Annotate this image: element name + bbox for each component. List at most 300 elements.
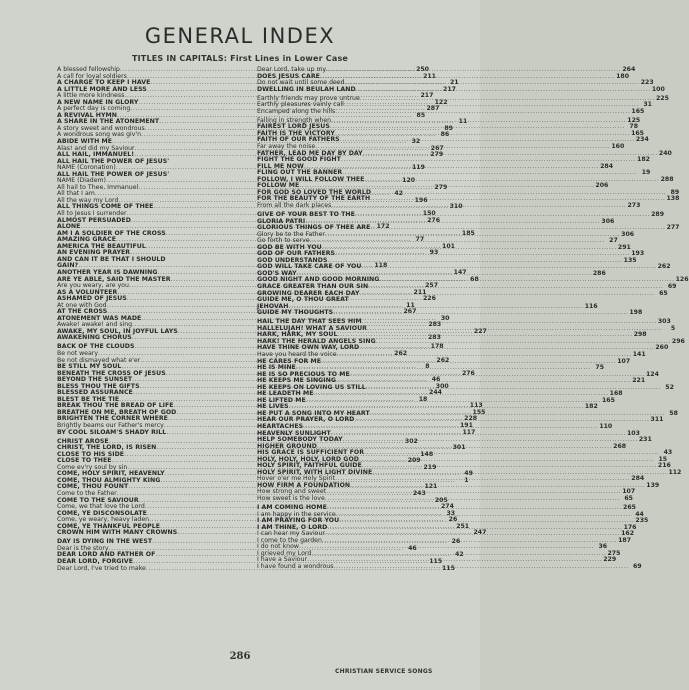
entry-title: FAITH OF OUR FATHERS xyxy=(257,136,340,144)
entry-title: BEYOND THE SUNSET xyxy=(57,376,133,384)
entry-title: HE PUT A SONG INTO MY HEART xyxy=(257,409,370,417)
entry-page-number: 93 xyxy=(429,249,439,257)
entry-page-number: 21 xyxy=(449,79,459,87)
entry-page-number: 100 xyxy=(651,85,665,93)
entry-title: Be not dismayed what e'er xyxy=(57,356,141,364)
entry-title: HARK! THE HERALD ANGELS SING xyxy=(257,337,376,345)
entry-page-number: 139 xyxy=(646,481,660,489)
entry-title: ALL HAIL, IMMANUEL! xyxy=(57,151,135,159)
entry-title: GOD UNDERSTANDS xyxy=(257,256,328,264)
entry-title: I do not know xyxy=(257,543,299,551)
entry-page-number: 27 xyxy=(609,237,618,245)
entry-title: ALMOST PERSUADED xyxy=(57,216,131,224)
entry-title: GOD'S WAY xyxy=(257,269,297,277)
entry-page-number: 26 xyxy=(451,538,461,546)
entry-title: HOW FIRM A FOUNDATION xyxy=(257,481,351,489)
entry-title: DOES JESUS CARE xyxy=(257,72,320,80)
entry-page-number: 291 xyxy=(617,243,631,251)
entry-title: HE LEADETH ME xyxy=(257,390,314,398)
entry-title: Be not weary xyxy=(57,350,98,358)
entry-title: All that I am xyxy=(57,190,95,198)
entry-page-number: 32 xyxy=(411,138,421,146)
entry-title: GOOD NIGHT AND GOOD MORNING xyxy=(257,276,380,284)
entry-title: CROWN HIM WITH MANY CROWNS xyxy=(57,529,178,537)
entry-page-number: 198 xyxy=(629,309,643,317)
entry-page-number: 125 xyxy=(627,116,641,124)
entry-page-number: 300 xyxy=(435,382,449,390)
entry-page-number: 182 xyxy=(637,156,650,164)
entry-page-number: 52 xyxy=(665,383,674,391)
entry-title: GIVE OF YOUR BEST TO THE xyxy=(257,210,355,218)
entry-page-number: 250 xyxy=(416,66,429,73)
entry-page-number: 78 xyxy=(629,123,639,131)
entry-title: Brightly beams our Father's mercy xyxy=(57,422,164,430)
entry-page-number: 274 xyxy=(440,503,454,511)
entry-page-number: 155 xyxy=(472,408,486,416)
entry-page-number: 107 xyxy=(617,357,631,365)
entry-title: CLOSE TO THEE xyxy=(57,457,112,465)
entry-page-number: 69 xyxy=(633,562,642,570)
entry-title: A wondrous song was giv'n xyxy=(57,131,141,139)
entry-page-number: 46 xyxy=(431,376,441,384)
entry-title: AWAKE, MY SOUL, IN JOYFUL LAYS xyxy=(57,327,178,335)
entry-title: HOLY SPIRIT, FAITHFUL GUIDE xyxy=(257,462,362,470)
entry-title: A LITTLE MORE AND LESS xyxy=(57,85,147,93)
entry-page-number: 229 xyxy=(603,556,617,564)
entry-title: DEAR LORD AND FATHER OF xyxy=(57,551,156,559)
entry-page-number: 43 xyxy=(663,449,673,457)
entry-page-number: 150 xyxy=(422,210,436,218)
entry-title: FAIREST LORD JESUS xyxy=(257,123,330,131)
entry-page-number: 234 xyxy=(635,136,649,144)
entry-title: ALL HAIL THE POWER OF JESUS' xyxy=(57,170,170,178)
entry-page-number: 277 xyxy=(666,224,680,232)
entry-page-number: 160 xyxy=(611,143,625,151)
entry-title: GLORIOUS THINGS OF THEE ARE xyxy=(257,224,371,232)
entry-page-number: 196 xyxy=(414,196,428,204)
entry-title: HE CARES FOR ME xyxy=(257,357,322,365)
entry-page-number: 182 xyxy=(584,403,598,411)
entry-page-number: 30 xyxy=(440,314,450,322)
entry-title: I AM COMING HOME xyxy=(257,504,327,512)
entry-page-number: 36 xyxy=(598,543,608,551)
entry-page-number: 273 xyxy=(627,201,641,209)
leader-dots xyxy=(360,288,655,298)
entry-page-number: 303 xyxy=(657,318,671,326)
entry-title: Awake! awake! and sing xyxy=(57,321,133,329)
entry-page-number: 301 xyxy=(452,444,466,452)
entry-page-number: 165 xyxy=(631,129,644,137)
entry-page-number: 223 xyxy=(640,79,654,87)
entry-title: DEAR LORD, FORGIVE xyxy=(57,557,134,565)
entry-title: A SHARE IN THE ATONEMENT xyxy=(57,118,160,126)
entry-page-number: 65 xyxy=(624,495,633,502)
entry-title: Dear is the story xyxy=(57,544,109,552)
entry-page-number: 267 xyxy=(403,308,417,316)
entry-title: GOD OF OUR FATHERS xyxy=(257,250,336,258)
entry-title: AN EVENING PRAYER xyxy=(57,249,131,257)
entry-title: FLING OUT THE BANNER xyxy=(257,169,343,177)
entry-page-number: 264 xyxy=(622,66,636,73)
entry-page-number: 306 xyxy=(621,230,635,238)
entry-page-number: 75 xyxy=(595,364,605,372)
entry-title: ATONEMENT WAS MADE xyxy=(57,314,142,322)
entry-title: A perfect day is coming xyxy=(57,105,131,113)
entry-page-number: 101 xyxy=(442,242,455,250)
entry-title: Falling in strength when xyxy=(257,116,332,124)
entry-page-number: 68 xyxy=(470,275,479,283)
entry-page-number: 77 xyxy=(415,236,425,244)
entry-title: Have you heard the voice xyxy=(257,350,337,358)
entry-title: Come, ye weary, heavy laden xyxy=(57,516,150,524)
entry-title: HE LIVES xyxy=(257,403,289,411)
entry-title: FIGHT THE GOOD FIGHT xyxy=(257,156,341,164)
entry-page-number: 216 xyxy=(657,462,671,470)
entry-page-number: 311 xyxy=(650,416,664,424)
entry-title: How sweet is the love xyxy=(257,495,325,502)
entry-page-number: 33 xyxy=(446,509,456,517)
entry-title: HAIL THE DAY THAT SEES HIM xyxy=(257,318,362,326)
entry-page-number: 168 xyxy=(609,390,623,398)
entry-title: HE KEEPS ME SINGING xyxy=(257,377,337,385)
entry-title: HEAVENLY SUNLIGHT xyxy=(257,429,331,437)
entry-title: GUIDE MY THOUGHTS xyxy=(257,309,334,317)
entry-page-number: 42 xyxy=(454,551,464,559)
entry-page-number: 287 xyxy=(426,105,440,113)
entry-title: JEHOVAH xyxy=(257,302,289,310)
entry-title: CHRIST AROSE xyxy=(57,437,109,445)
entry-page-number: 15 xyxy=(658,455,668,463)
entry-page-number: 148 xyxy=(420,450,434,458)
entry-page-number: 217 xyxy=(443,85,456,93)
entry-title: Go forth to serve xyxy=(257,237,310,245)
entry-title: I can hear my Saviour xyxy=(257,530,325,538)
entry-title: DWELLING IN BEULAH LAND xyxy=(257,85,356,93)
entry-page-number: 219 xyxy=(423,463,437,471)
index-entry xyxy=(257,107,645,116)
entry-page-number: 191 xyxy=(459,422,473,430)
entry-page-number: 89 xyxy=(444,124,453,132)
entry-page-number: 209 xyxy=(407,457,421,465)
entry-page-number: 107 xyxy=(622,488,636,496)
entry-title: HIS GRACE IS SUFFICIENT FOR xyxy=(257,449,365,457)
entry-title: Come ev'ry soul by sin xyxy=(57,463,128,471)
entry-title: BRIGHTEN THE CORNER WHERE xyxy=(57,415,168,423)
leader-dots xyxy=(335,109,630,116)
leader-dots xyxy=(333,310,628,317)
entry-title: Dear Lord, take up my xyxy=(257,66,327,73)
entry-page-number: 42 xyxy=(394,190,403,198)
entry-page-number: 165 xyxy=(601,396,615,404)
entry-title: GUIDE ME, O THOU GREAT xyxy=(257,296,349,304)
entry-page-number: 185 xyxy=(461,229,475,237)
entry-title: HEARTACHES xyxy=(257,422,304,430)
entry-title: ALL HAIL THE POWER OF JESUS' xyxy=(57,157,170,165)
entry-title: HELP SOMEBODY TODAY xyxy=(257,436,343,444)
entry-title: Hover o'er me Holy Spirit xyxy=(257,475,336,483)
entry-page-number: 65 xyxy=(659,289,668,297)
entry-title: HE IS SO PRECIOUS TO ME xyxy=(257,370,350,378)
entry-title: FOLLOW ME xyxy=(257,182,300,190)
leader-dots xyxy=(333,564,628,571)
entry-title: COME, THOU ALMIGHTY KING xyxy=(57,476,161,484)
entry-title: HIGHER GROUND xyxy=(257,442,317,450)
page-subtitle: TITLES IN CAPITALS: First Lines in Lower Case xyxy=(131,54,349,63)
entry-title: COME TO THE SAVIOUR xyxy=(57,496,139,504)
entry-title: Encamped along the hills xyxy=(257,107,336,115)
entry-title: I have a Saviour xyxy=(257,556,308,564)
entry-title: How strong and sweet xyxy=(257,488,327,496)
entry-page-number: 69 xyxy=(667,283,677,290)
entry-page-number: 262 xyxy=(436,356,450,364)
entry-title: BE STILL MY SOUL xyxy=(57,363,122,371)
entry-page-number: 115 xyxy=(429,557,443,565)
entry-page-number: 121 xyxy=(424,483,438,491)
entry-page-number: 44 xyxy=(635,510,644,518)
entry-title: I am happy in the service xyxy=(257,510,336,518)
leader-dots xyxy=(325,496,620,503)
entry-page-number: 58 xyxy=(669,409,678,417)
entry-page-number: 276 xyxy=(461,369,475,377)
entry-page-number: 126 xyxy=(675,276,689,284)
entry-page-number: 262 xyxy=(657,263,671,271)
entry-page-number: 306 xyxy=(601,217,615,225)
entry-page-number: 262 xyxy=(394,350,408,358)
entry-page-number: 187 xyxy=(618,536,631,544)
page-number: 286 xyxy=(229,651,251,662)
entry-title: FATHER, LEAD ME DAY BY DAY xyxy=(257,149,363,157)
entry-title: I grieved my Lord xyxy=(257,549,312,557)
entry-page-number: 289 xyxy=(651,210,664,218)
entry-page-number: 141 xyxy=(632,350,646,358)
book-title: CHRISTIAN SERVICE SONGS xyxy=(335,668,433,675)
entry-page-number: 138 xyxy=(666,195,680,203)
entry-page-number: 116 xyxy=(584,302,598,310)
entry-page-number: 276 xyxy=(427,216,440,224)
entry-page-number: 1 xyxy=(464,476,469,484)
entry-page-number: 231 xyxy=(638,436,652,444)
entry-title: FILL ME NOW xyxy=(257,162,304,170)
entry-title: NAME (Coronation) xyxy=(57,164,116,172)
index-entry xyxy=(257,309,643,317)
entry-title: A story sweet and wondrous xyxy=(57,124,145,132)
entry-page-number: 265 xyxy=(623,504,636,512)
entry-page-number: 205 xyxy=(434,496,448,504)
entry-page-number: 228 xyxy=(464,415,478,423)
entry-page-number: 49 xyxy=(464,470,473,478)
entry-title: BY COOL SILOAM'S SHADY RILL xyxy=(57,428,167,436)
entry-title: From all the dark places xyxy=(257,201,332,209)
entry-page-number: 283 xyxy=(427,334,441,342)
entry-title: Earthly friends may prove untrue xyxy=(257,94,360,102)
entry-page-number: 26 xyxy=(448,516,458,524)
entry-title: GLORIA PATRI xyxy=(257,217,306,225)
entry-title: HOLY SPIRIT, WITH LIGHT DIVINE xyxy=(257,468,373,476)
entry-title: Far away the noise xyxy=(257,143,316,151)
entry-page-number: 86 xyxy=(440,131,450,139)
entry-title: I AM PRAYING FOR YOU xyxy=(257,517,340,525)
entry-title: BLESSED ASSURANCE xyxy=(57,389,133,397)
entry-page-number: 110 xyxy=(599,422,613,430)
entry-title: HEAR OUR PRAYER, O LORD xyxy=(257,416,355,424)
entry-title: I AM THINE, O LORD xyxy=(257,523,328,531)
entry-page-number: 284 xyxy=(600,162,614,170)
entry-page-number: 217 xyxy=(420,92,434,100)
entry-title: Dear Lord, I've tried to make xyxy=(57,564,146,572)
entry-page-number: 103 xyxy=(627,429,640,437)
entry-title: BREATHE ON ME, BREATH OF GOD xyxy=(57,408,177,416)
entry-page-number: 193 xyxy=(631,250,645,258)
entry-page-number: 46 xyxy=(408,544,417,552)
entry-title: DAY IS DYING IN THE WEST xyxy=(57,538,153,546)
entry-page-number: 302 xyxy=(404,437,418,445)
entry-title: BLESS THOU THE GIFTS xyxy=(57,382,140,390)
entry-page-number: 118 xyxy=(374,262,388,270)
entry-title: ABIDE WITH ME xyxy=(57,138,113,146)
entry-page-number: 298 xyxy=(633,331,647,339)
entry-title: HOLY, HOLY, HOLY, LORD GOD xyxy=(257,455,359,463)
entry-title: AND CAN IT BE THAT I SHOULD xyxy=(57,255,166,263)
entry-title: GOD WILL TAKE CARE OF YOU xyxy=(257,263,362,271)
entry-title: CHRIST, THE LORD, IS RISEN xyxy=(57,444,157,452)
entry-title: COME, HOLY SPIRIT, HEAVENLY xyxy=(57,470,165,478)
entry-title: COME, YE DISCONSOLATE xyxy=(57,509,147,517)
entry-page-number: 8 xyxy=(425,363,430,371)
entry-title: ARE YE ABLE, SAID THE MASTER xyxy=(57,275,171,283)
entry-title: HALLELUJAH! WHAT A SAVIOUR xyxy=(257,324,367,332)
entry-page-number: 165 xyxy=(631,107,645,115)
entry-title: FOR THE BEAUTY OF THE EARTH xyxy=(257,195,371,203)
entry-title: A blessed fellowship xyxy=(57,66,120,73)
entry-title: FOR GOD SO LOVED THE WORLD xyxy=(257,188,372,196)
entry-title: COME, THOU FOUNT xyxy=(57,483,129,491)
entry-page-number: 296 xyxy=(671,337,685,345)
entry-title: A little more kindness xyxy=(57,92,125,100)
entry-title: HE IS MINE xyxy=(257,364,296,372)
entry-title: GROWING DEARER EACH DAY xyxy=(257,289,360,297)
entry-title: ALL THINGS COME OF THEE xyxy=(57,203,154,211)
entry-page-number: 267 xyxy=(430,144,444,152)
entry-page-number: 225 xyxy=(655,94,669,102)
entry-page-number: 221 xyxy=(632,377,646,385)
entry-title: ALONE xyxy=(57,223,81,231)
entry-page-number: 288 xyxy=(660,175,674,183)
entry-title: COME, YE THANKFUL PEOPLE xyxy=(57,522,160,530)
entry-title: HARK, HARK, MY SOUL xyxy=(257,331,338,339)
entry-title: Come to the Father xyxy=(57,490,117,497)
entry-title: AS A VOLUNTEER xyxy=(57,288,118,296)
entry-title: NAME (Diadem) xyxy=(57,177,106,185)
entry-page-number: 162 xyxy=(621,530,635,538)
entry-page-number: 11 xyxy=(406,301,415,309)
entry-page-number: 284 xyxy=(631,475,645,483)
entry-title: GOD BE WITH YOU xyxy=(257,243,322,251)
entry-title: I have found a wondrous xyxy=(257,562,334,570)
entry-title: AT THE CROSS xyxy=(57,308,108,316)
entry-title: A CHARGE TO KEEP I HAVE xyxy=(57,79,151,87)
entry-page-number: 235 xyxy=(635,517,649,525)
entry-title: ASHAMED OF JESUS xyxy=(57,295,127,303)
entry-title: Come, we that love the Lord xyxy=(57,503,145,511)
entry-page-number: 178 xyxy=(430,343,444,351)
entry-title: AMAZING GRACE xyxy=(57,236,116,244)
entry-title: BLEST BE THE TIE xyxy=(57,395,120,403)
entry-title: Do not wait until some deed xyxy=(257,79,345,87)
entry-page-number: 257 xyxy=(425,282,438,290)
entry-title: FAITH IS THE VICTORY xyxy=(257,129,335,137)
entry-title: At one with God xyxy=(57,301,107,309)
entry-page-number: 31 xyxy=(643,101,652,109)
entry-page-number: 120 xyxy=(402,177,416,185)
entry-title: A call for loyal soldiers xyxy=(57,72,127,80)
entry-page-number: 112 xyxy=(668,468,682,476)
entry-page-number: 5 xyxy=(670,324,676,332)
entry-page-number: 243 xyxy=(412,490,426,497)
entry-page-number: 247 xyxy=(473,529,487,537)
entry-page-number: 135 xyxy=(623,256,637,264)
entry-page-number: 176 xyxy=(623,523,637,531)
entry-page-number: 180 xyxy=(616,72,630,80)
entry-page-number: 18 xyxy=(418,395,428,403)
entry-page-number: 19 xyxy=(641,169,651,177)
entry-title: AMERICA THE BEAUTIFUL xyxy=(57,242,146,250)
entry-page-number: 310 xyxy=(449,203,463,211)
entry-title: BACK OF THE CLOUDS xyxy=(57,343,135,351)
entry-title: A NEW NAME IN GLORY xyxy=(57,98,139,106)
entry-page-number: 119 xyxy=(411,164,425,172)
entry-page-number: 211 xyxy=(413,288,427,296)
entry-page-number: 279 xyxy=(434,183,448,191)
entry-page-number: 260 xyxy=(655,344,669,352)
entry-title: A REVIVAL HYMN xyxy=(57,111,117,119)
entry-title: BENEATH THE CROSS OF JESUS xyxy=(57,369,166,377)
entry-page-number: 147 xyxy=(453,268,467,276)
entry-page-number: 115 xyxy=(442,564,455,572)
entry-title: Are you weary, are you xyxy=(57,282,129,290)
entry-page-number: 211 xyxy=(423,72,436,80)
entry-page-number: 244 xyxy=(429,389,442,397)
entry-page-number: 124 xyxy=(645,370,659,378)
entry-title: HAVE THINE OWN WAY, LORD xyxy=(257,344,360,352)
entry-page-number: 286 xyxy=(592,269,606,277)
entry-title: All the way my Lord xyxy=(57,196,119,204)
index-entry xyxy=(257,495,633,503)
entry-page-number: 251 xyxy=(456,522,470,530)
page-title: GENERAL INDEX xyxy=(144,24,336,48)
entry-title: FOLLOW, I WILL FOLLOW THEE xyxy=(257,175,365,183)
entry-page-number: 11 xyxy=(458,118,468,126)
entry-page-number: 85 xyxy=(416,111,426,119)
entry-title: AM I A SOLDIER OF THE CROSS xyxy=(57,229,166,237)
entry-page-number: 279 xyxy=(430,151,444,159)
entry-title: Glory be to the Father xyxy=(257,230,325,238)
entry-page-number: 226 xyxy=(422,295,436,303)
entry-title: BREAK THOU THE BREAD OF LIFE xyxy=(57,402,174,410)
entry-title: HE LIFTED ME xyxy=(257,396,306,404)
entry-title: GRACE GREATER THAN OUR SIN xyxy=(257,283,369,290)
entry-title: Alas! and did my Saviour xyxy=(57,144,135,152)
entry-page-number: 122 xyxy=(434,98,448,106)
entry-title: All hail to Thee, Immanuel xyxy=(57,183,139,191)
leader-dots xyxy=(331,203,626,210)
leader-dots xyxy=(356,87,651,94)
entry-title: I come to the garden xyxy=(257,536,322,544)
entry-page-number: 227 xyxy=(473,327,487,335)
entry-title: ANOTHER YEAR IS DAWNING xyxy=(57,268,158,276)
entry-page-number: 117 xyxy=(462,428,476,436)
entry-title: AWAKENING CHORUS xyxy=(57,334,132,342)
entry-title: HE KEEPS ON LOVING US STILL xyxy=(257,383,366,391)
